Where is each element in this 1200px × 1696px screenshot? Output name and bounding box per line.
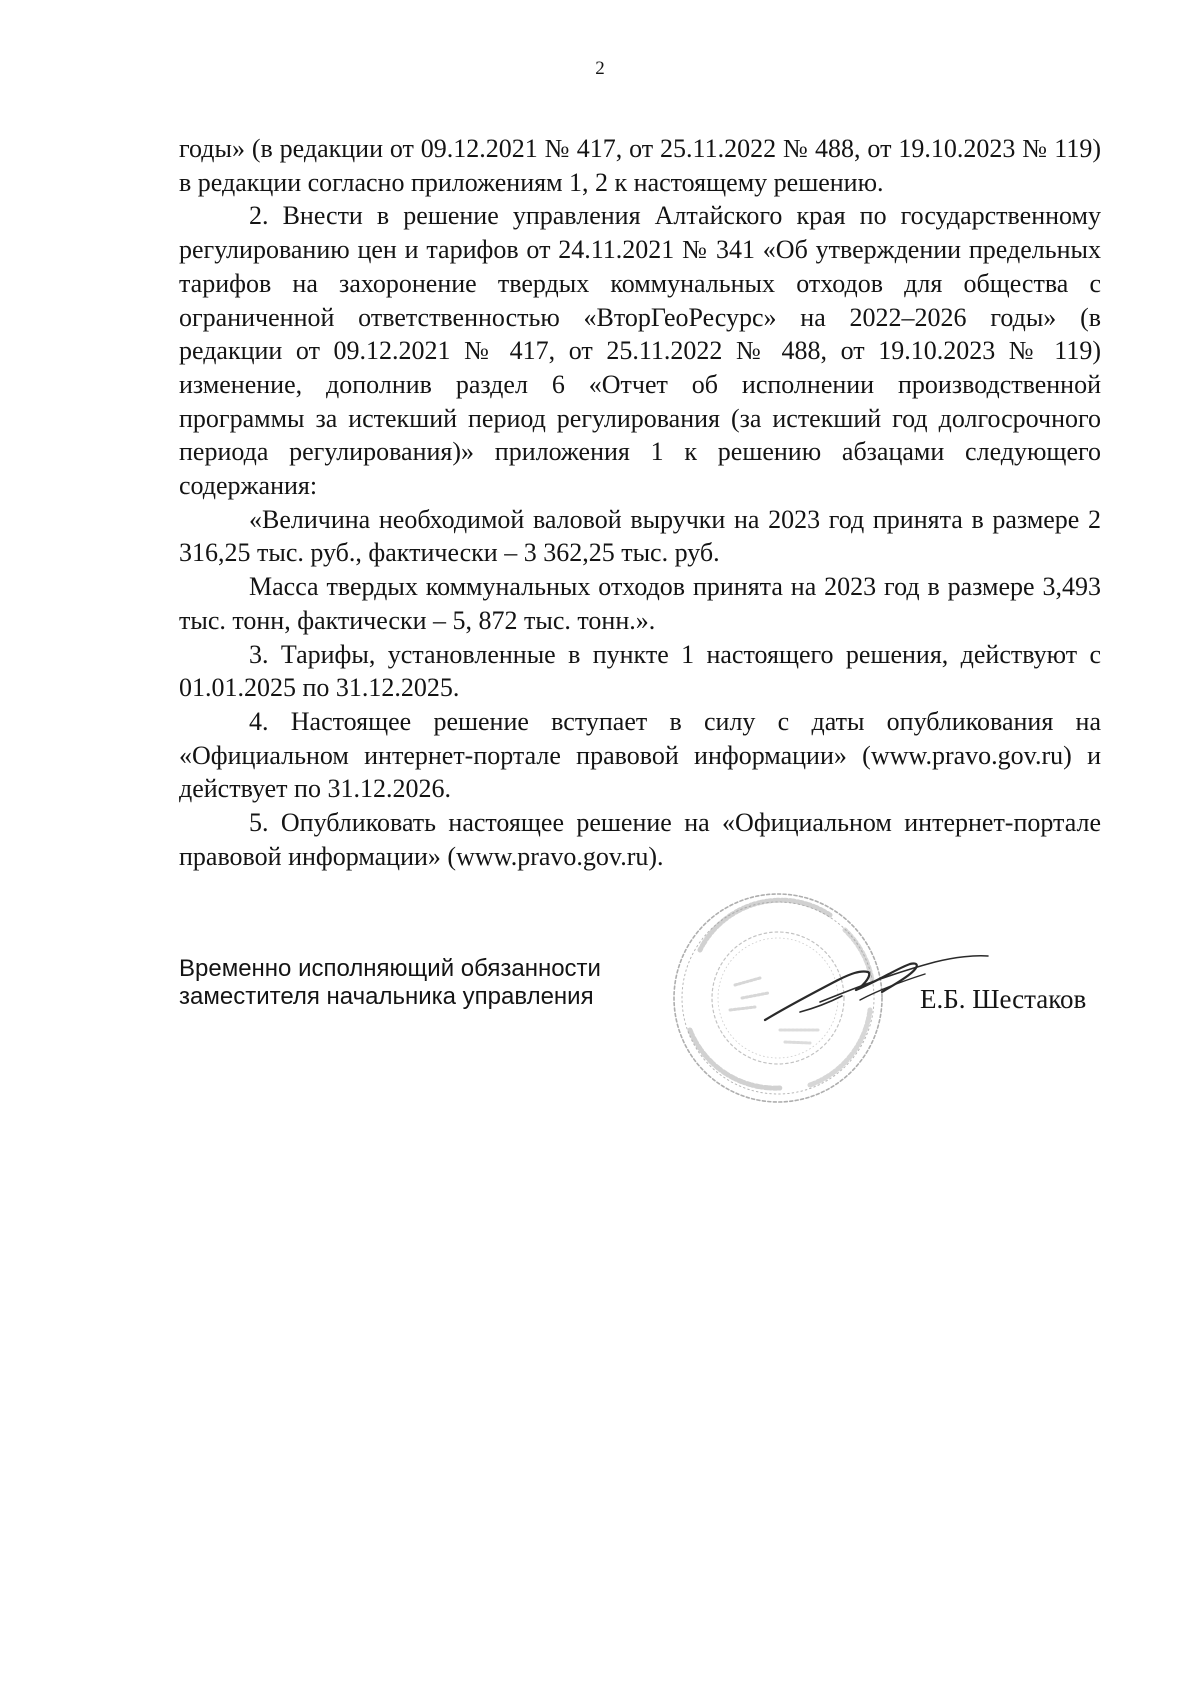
document-body (179, 132, 1101, 873)
paragraph-item-4: 4. Настоящее решение вступает в силу с даты опубликования на «Официальном интернет-портале правовой информации» (www.pravo.gov.ru) и действует по 31.12.2026. (179, 706, 1101, 804)
signatory-name: Е.Б. Шестаков (920, 984, 1087, 1014)
signatory-position (179, 955, 649, 1011)
paragraph-quoted-revenue: «Величина необходимой валовой выручки на 2023 год принята в размере 2 316,25 тыс. руб., фактически – 3 362,25 тыс. руб. (179, 504, 1101, 568)
paragraph-item-5: 5. Опубликовать настоящее решение на «Официальном интернет-портале правовой информации» (www.pravo.gov.ru). (179, 808, 1101, 871)
paragraph-quoted-waste-mass: Масса твердых коммунальных отходов принята на 2023 год в размере 3,493 тыс. тонн, фактически – 5, 872 тыс. тонн.». (179, 572, 1101, 635)
signatory-position-line-2: заместителя начальника управления (179, 983, 594, 1010)
signatory-position-line-1: Временно исполняющий обязанности (179, 955, 601, 982)
paragraph-continuation: годы» (в редакции от 09.12.2021 № 417, от 25.11.2022 № 488, от 19.10.2023 № 119) в редакции согласно приложениям 1, 2 к настоящему решению. (179, 134, 1101, 197)
page-number: 2 (595, 58, 605, 79)
paragraph-item-3: 3. Тарифы, установленные в пункте 1 настоящего решения, действуют с 01.01.2025 по 31.12.2025. (179, 639, 1101, 703)
paragraph-item-2: 2. Внести в решение управления Алтайского края по государственному регулированию цен и тарифов от 24.11.2021 № 341 «Об утверждении предельных тарифов на захоронение твердых коммунальных отходов для общества с ограниченной ответственностью «ВторГеоРесурс» на 2022–2026 годы» (в редакции от 09.12.2021 № 417, от 25.11.2022 № 488, от 19.10.2023 № 119) изменение, дополнив раздел 6 «Отчет об исполнении производственной программы за истекший период регулирования (за истекший год долгосрочного периода регулирования)» приложения 1 к решению абзацами следующего содержания: (179, 201, 1101, 501)
